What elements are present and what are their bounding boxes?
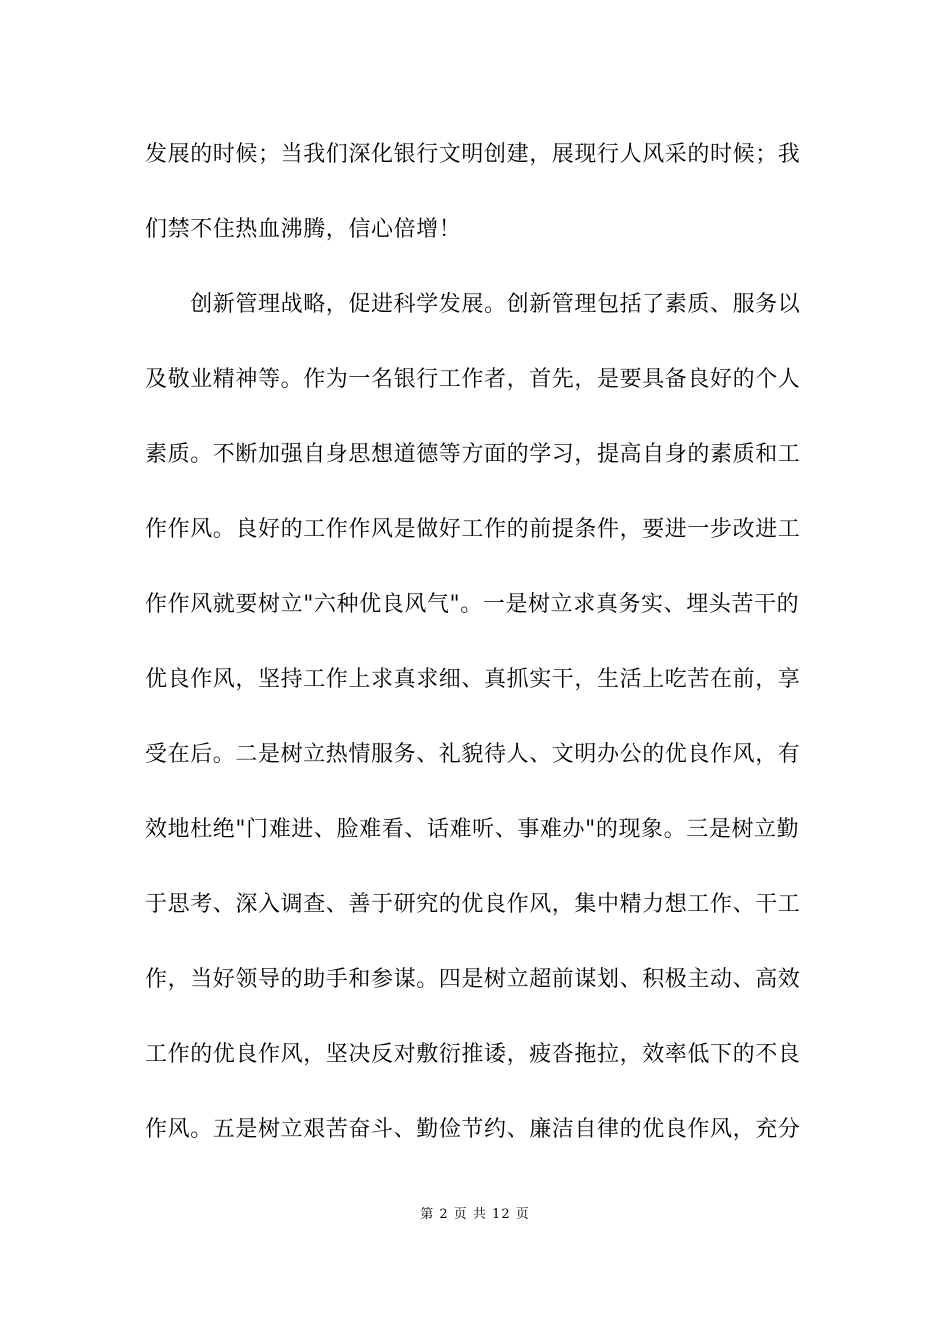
text-line: 及敬业精神等。作为一名银行工作者，首先，是要具备良好的个人 — [145, 367, 801, 392]
text-line: 作作风。良好的工作作风是做好工作的前提条件，要进一步改进工 — [145, 517, 801, 542]
text-line: 效地杜绝"门难进、脸难看、话难听、事难办"的现象。三是树立勤 — [145, 817, 800, 842]
page-number-label: 第 2 页 共 12 页 — [420, 1207, 530, 1222]
text-line: 作，当好领导的助手和参谋。四是树立超前谋划、积极主动、高效 — [145, 967, 801, 992]
text-line: 优良作风，坚持工作上求真求细、真抓实干，生活上吃苦在前，享 — [145, 667, 801, 692]
text-line: 发展的时候；当我们深化银行文明创建，展现行人风采的时候；我 — [145, 142, 801, 167]
text-line: 受在后。二是树立热情服务、礼貌待人、文明办公的优良作风，有 — [145, 742, 801, 767]
text-line: 素质。不断加强自身思想道德等方面的学习，提高自身的素质和工 — [145, 442, 801, 467]
text-line: 作作风就要树立"六种优良风气"。一是树立求真务实、埋头苦干的 — [145, 592, 800, 617]
text-line: 们禁不住热血沸腾，信心倍增！ — [145, 217, 462, 242]
text-line: 作风。五是树立艰苦奋斗、勤俭节约、廉洁自律的优良作风，充分 — [145, 1117, 801, 1142]
text-line: 创新管理战略，促进科学发展。创新管理包括了素质、服务以 — [145, 292, 801, 317]
text-line: 于思考、深入调查、善于研究的优良作风，集中精力想工作、干工 — [145, 892, 801, 917]
page-footer — [0, 1206, 950, 1224]
text-line: 工作的优良作风，坚决反对敷衍推诿，疲沓拖拉，效率低下的不良 — [145, 1042, 801, 1067]
